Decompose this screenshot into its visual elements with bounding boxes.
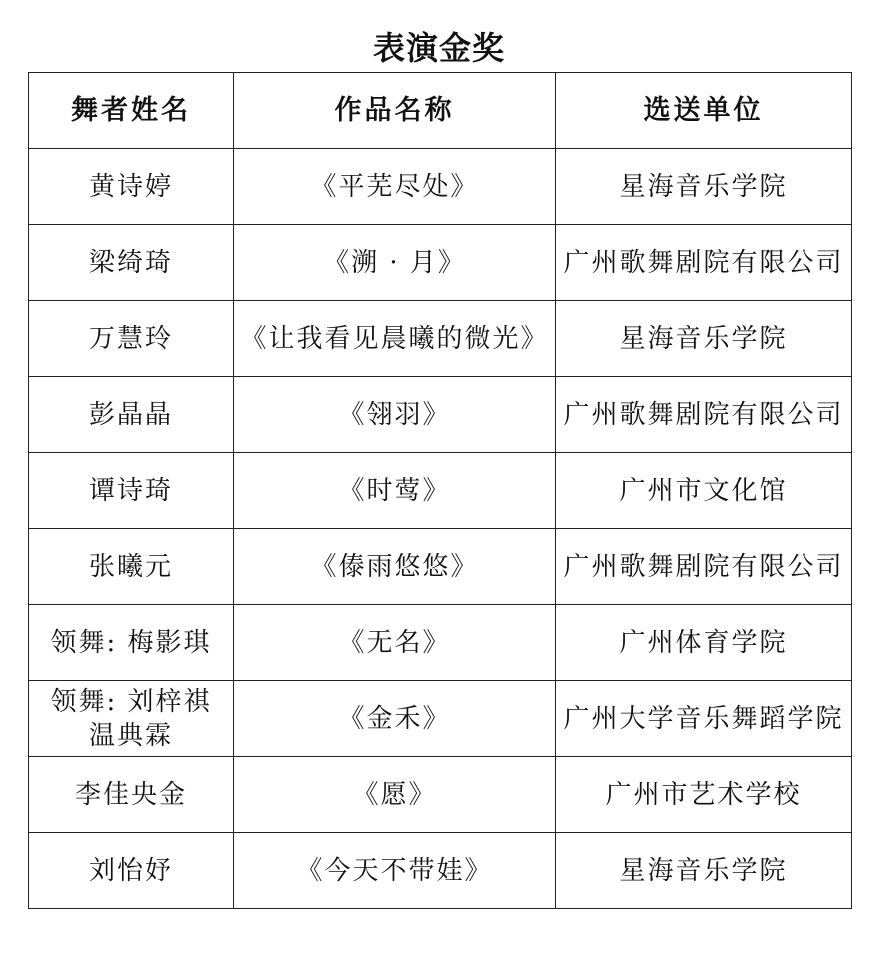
work-title-cell: 《金禾》 <box>234 681 556 757</box>
submitting-unit-cell: 广州市文化馆 <box>556 453 852 529</box>
dancer-name: 谭诗琦 <box>88 475 173 506</box>
header-submitting-unit: 选送单位 <box>556 73 852 149</box>
dancer-name: 领舞: 刘梓祺 <box>50 686 212 717</box>
submitting-unit-cell: 广州大学音乐舞蹈学院 <box>556 681 852 757</box>
header-work-title: 作品名称 <box>234 73 556 149</box>
table-row <box>29 453 852 529</box>
submitting-unit-cell: 广州歌舞剧院有限公司 <box>556 225 852 301</box>
work-title-cell: 《时莺》 <box>234 453 556 529</box>
table-row <box>29 149 852 225</box>
submitting-unit-cell: 星海音乐学院 <box>556 149 852 225</box>
work-title-cell: 《愿》 <box>234 757 556 833</box>
dancer-name-cell <box>29 529 234 605</box>
table-row <box>29 757 852 833</box>
submitting-unit-cell: 广州市艺术学校 <box>556 757 852 833</box>
dancer-name: 黄诗婷 <box>88 171 173 202</box>
dancer-name-cell <box>29 757 234 833</box>
work-title-cell: 《今天不带娃》 <box>234 833 556 909</box>
work-title-cell: 《溯 · 月》 <box>234 225 556 301</box>
dancer-name: 领舞: 梅影琪 <box>50 627 212 658</box>
dancer-name-cell <box>29 301 234 377</box>
dancer-name-cell <box>29 377 234 453</box>
award-table <box>28 72 852 909</box>
submitting-unit-cell: 星海音乐学院 <box>556 301 852 377</box>
table-header-row <box>29 73 852 149</box>
table-row <box>29 605 852 681</box>
header-dancer-name: 舞者姓名 <box>29 73 234 149</box>
dancer-name-cell <box>29 833 234 909</box>
work-title-cell: 《傣雨悠悠》 <box>234 529 556 605</box>
dancer-name: 梁绮琦 <box>88 247 173 278</box>
page-title: 表演金奖 <box>372 29 505 67</box>
submitting-unit-cell: 星海音乐学院 <box>556 833 852 909</box>
table-row <box>29 377 852 453</box>
dancer-name: 李佳央金 <box>74 779 187 810</box>
dancer-name-cell <box>29 149 234 225</box>
submitting-unit-cell: 广州体育学院 <box>556 605 852 681</box>
submitting-unit-cell: 广州歌舞剧院有限公司 <box>556 529 852 605</box>
dancer-name-cell <box>29 605 234 681</box>
table-row <box>29 681 852 757</box>
table-row <box>29 529 852 605</box>
submitting-unit-cell: 广州歌舞剧院有限公司 <box>556 377 852 453</box>
dancer-name: 温典霖 <box>88 720 173 751</box>
dancer-name: 万慧玲 <box>88 323 173 354</box>
dancer-name-cell <box>29 225 234 301</box>
dancer-name: 彭晶晶 <box>88 399 173 430</box>
dancer-name: 刘怡妤 <box>88 855 173 886</box>
work-title-cell: 《让我看见晨曦的微光》 <box>234 301 556 377</box>
work-title-cell: 《翎羽》 <box>234 377 556 453</box>
table-row <box>29 301 852 377</box>
dancer-name: 张曦元 <box>88 551 173 582</box>
work-title-cell: 《平芜尽处》 <box>234 149 556 225</box>
dancer-name-cell <box>29 453 234 529</box>
dancer-name-cell <box>29 681 234 757</box>
table-row <box>29 833 852 909</box>
table-row <box>29 225 852 301</box>
work-title-cell: 《无名》 <box>234 605 556 681</box>
